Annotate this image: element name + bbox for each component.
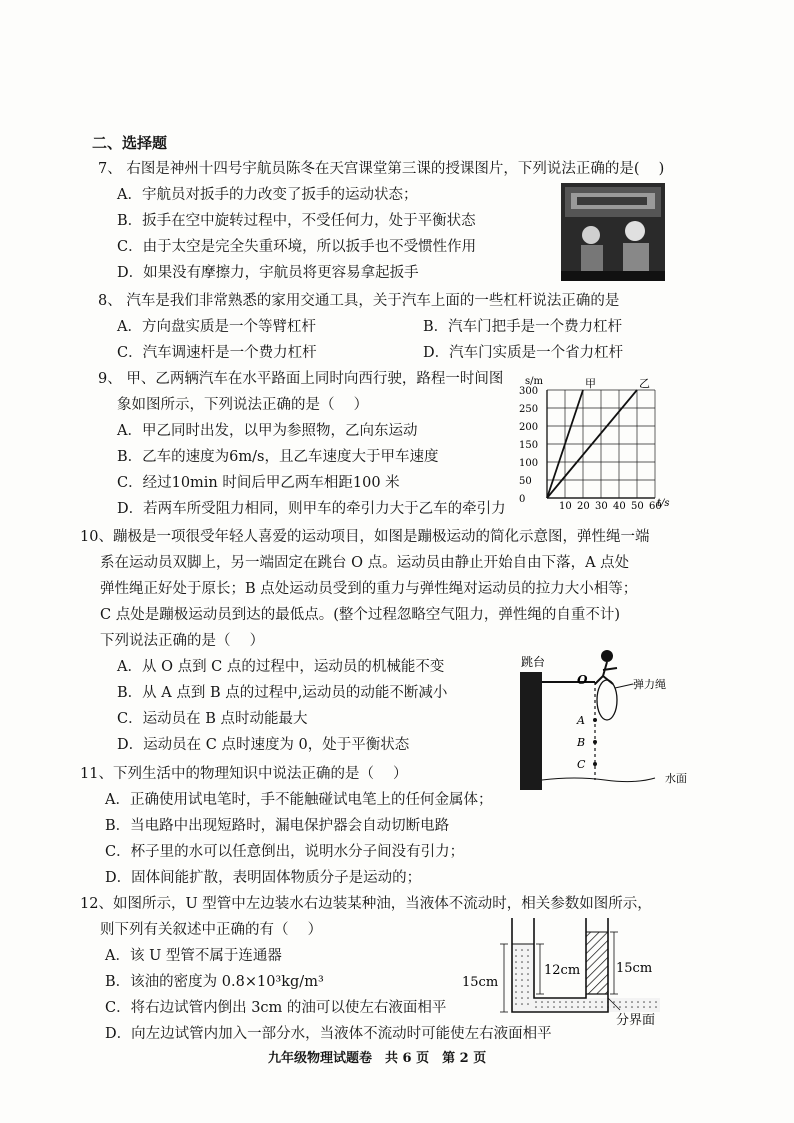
y-tick-label: 250	[519, 404, 539, 415]
point-c-label: C	[577, 758, 586, 771]
q10-line5: 下列说法正确的是（ ）	[100, 633, 265, 649]
series-label: 乙	[639, 377, 650, 390]
bungee-diagram	[515, 640, 705, 795]
q8-option-a: A．方向盘实质是一个等臂杠杆	[117, 319, 316, 335]
y-tick-label: 50	[519, 476, 532, 487]
q7-option-c: C．由于太空是完全失重环境，所以扳手也不受惯性作用	[117, 239, 477, 255]
rope-label: 弹力绳	[633, 678, 666, 691]
q8-option-b: B．汽车门把手是一个费力杠杆	[423, 319, 623, 335]
platform-tower	[520, 672, 542, 790]
x-tick-label: 10	[559, 501, 572, 510]
q10-option-c: C．运动员在 B 点时动能最大	[117, 711, 308, 727]
series-label: 甲	[585, 377, 596, 390]
interface-label: 分界面	[616, 1013, 656, 1028]
q12-option-c: C．将右边试管内倒出 3cm 的油可以使左右液面相平	[105, 1000, 447, 1016]
point-a-label: A	[577, 714, 585, 727]
q12-stem-line1: 12、如图所示，U 型管中左边装水右边装某种油，当液体不流动时，相关参数如图所示，	[80, 896, 652, 912]
q10-line1: 10、蹦极是一项很受年轻人喜爱的运动项目，如图是蹦极运动的简化示意图，弹性绳一端	[80, 529, 650, 545]
q7-option-a: A．宇航员对扳手的力改变了扳手的运动状态；	[117, 187, 418, 203]
section-title: 二、选择题	[92, 134, 168, 152]
oil-column	[586, 932, 608, 994]
y-tick-label: 100	[519, 458, 539, 469]
q11-option-b: B．当电路中出现短路时，漏电保护器会自动切断电路	[105, 818, 450, 834]
q10-option-a: A．从 O 点到 C 点的过程中，运动员的机械能不变	[117, 659, 445, 675]
water-label: 水面	[665, 772, 687, 785]
q12-stem-line2: 则下列有关叙述中正确的有（ ）	[100, 922, 323, 938]
q8-option-c: C．汽车调速杆是一个费力杠杆	[117, 345, 317, 361]
q9-option-c: C．经过10min 时间后甲乙两车相距100 米	[117, 475, 400, 491]
y-tick-label: 300	[519, 386, 539, 397]
q10-option-b: B．从 A 点到 B 点的过程中,运动员的动能不断减小	[117, 685, 448, 701]
x-tick-label: 50	[631, 501, 644, 510]
q12-option-a: A．该 U 型管不属于连通器	[105, 948, 282, 964]
astronaut-photo	[561, 183, 665, 281]
q9-option-a: A．甲乙同时出发，以甲为参照物，乙向东运动	[117, 423, 418, 439]
q7-option-d: D．如果没有摩擦力，宇航员将更容易拿起扳手	[117, 265, 419, 281]
left-height-label: 15cm	[462, 975, 499, 990]
y-tick-label: 200	[519, 422, 539, 433]
middle-height-label: 12cm	[544, 963, 581, 978]
q7-option-b: B．扳手在空中旋转过程中，不受任何力，处于平衡状态	[117, 213, 476, 229]
q11-option-c: C．杯子里的水可以任意倒出，说明水分子间没有引力；	[105, 844, 465, 860]
graph-xlabel: t/s	[657, 498, 670, 509]
q9-option-b: B．乙车的速度为6m/s，且乙车速度大于甲车速度	[117, 449, 439, 465]
point-o-label: O	[577, 673, 588, 687]
x-tick-label: 30	[595, 501, 608, 510]
q10-line4: C 点处是蹦极运动员到达的最低点。(整个过程忽略空气阻力，弹性绳的自重不计)	[100, 607, 621, 623]
q9-stem-line2: 象如图所示，下列说法正确的是（ ）	[117, 397, 369, 413]
q11-option-d: D．固体间能扩散，表明固体物质分子是运动的；	[105, 870, 422, 886]
q10-option-d: D．运动员在 C 点时速度为 0，处于平衡状态	[117, 737, 410, 753]
page-footer: 九年级物理试题卷 共 6 页 第 2 页	[268, 1051, 487, 1066]
y-tick-label: 0	[519, 494, 526, 505]
q9-option-d: D．若两车所受阻力相同，则甲车的牵引力大于乙车的牵引力	[117, 501, 506, 517]
x-tick-label: 20	[577, 501, 590, 510]
platform-label: 跳台	[521, 655, 546, 669]
y-tick-label: 150	[519, 440, 539, 451]
graph-ylabel: s/m	[525, 376, 543, 387]
u-tube-diagram	[460, 918, 670, 1030]
x-tick-label: 40	[613, 501, 626, 510]
q8-option-d: D．汽车门实质是一个省力杠杆	[423, 345, 624, 361]
q8-stem: 8、 汽车是我们非常熟悉的家用交通工具，关于汽车上面的一些杠杆说法正确的是	[98, 293, 620, 309]
x-tick-label: 60	[649, 501, 662, 510]
distance-time-graph	[515, 370, 675, 510]
point-b-label: B	[577, 736, 586, 749]
q12-option-b: B．该油的密度为 0.8×10³kg/m³	[105, 974, 324, 990]
q11-option-a: A．正确使用试电笔时，手不能触碰试电笔上的任何金属体；	[105, 792, 493, 808]
q11-stem: 11、下列生活中的物理知识中说法正确的是（ ）	[80, 766, 408, 782]
q10-line3: 弹性绳正好处于原长；B 点处运动员受到的重力与弹性绳对运动员的拉力大小相等；	[100, 581, 638, 597]
q10-line2: 系在运动员双脚上，另一端固定在跳台 O 点。运动员由静止开始自由下落，A 点处	[100, 555, 630, 571]
q12-option-d: D．向左边试管内加入一部分水，当液体不流动时可能使左右液面相平	[105, 1026, 552, 1042]
q9-stem-line1: 9、 甲、乙两辆汽车在水平路面上同时向西行驶，路程一时间图	[98, 371, 504, 387]
q7-stem: 7、 右图是神州十四号宇航员陈冬在天宫课堂第三课的授课图片，下列说法正确的是( )	[98, 161, 665, 177]
right-height-label: 15cm	[616, 961, 653, 976]
